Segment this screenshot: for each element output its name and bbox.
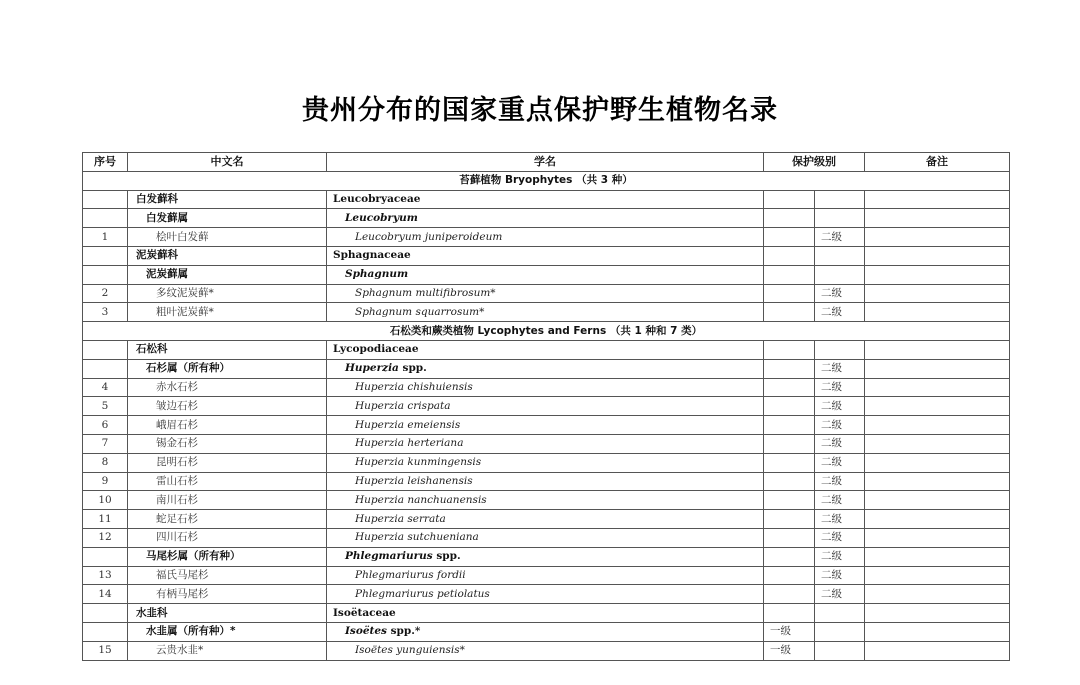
remarks-cell — [865, 434, 1010, 453]
level-first-cell — [764, 453, 815, 472]
level-first-cell — [764, 528, 815, 547]
cn-name-cell: 水韭科 — [128, 604, 327, 623]
section-row — [83, 322, 1010, 341]
seq-cell — [83, 622, 128, 641]
level-first-cell — [764, 510, 815, 529]
section-heading: 苔藓植物 Bryophytes （共 3 种） — [83, 171, 1010, 190]
sci-name-cell: Huperzia emeiensis — [327, 416, 764, 435]
level-second-cell: 二级 — [815, 453, 865, 472]
level-second-cell — [815, 622, 865, 641]
table-body — [83, 171, 1010, 660]
cn-name-cell: 石松科 — [128, 340, 327, 359]
cn-name-cell: 白发藓科 — [128, 190, 327, 209]
sci-name-cell: Huperzia serrata — [327, 510, 764, 529]
sci-name-cell: Leucobryaceae — [327, 190, 764, 209]
seq-cell: 1 — [83, 228, 128, 247]
cn-name-cell: 昆明石杉 — [128, 453, 327, 472]
species-row — [83, 510, 1010, 529]
cn-name-cell: 有柄马尾杉 — [128, 585, 327, 604]
remarks-cell — [865, 510, 1010, 529]
level-first-cell — [764, 491, 815, 510]
cn-name-cell: 泥炭藓科 — [128, 246, 327, 265]
species-row — [83, 397, 1010, 416]
level-second-cell: 二级 — [815, 434, 865, 453]
remarks-cell — [865, 265, 1010, 284]
remarks-cell — [865, 284, 1010, 303]
level-second-cell: 二级 — [815, 228, 865, 247]
level-second-cell — [815, 209, 865, 228]
sci-name-cell: Huperzia kunmingensis — [327, 453, 764, 472]
seq-cell — [83, 604, 128, 623]
page-title: 贵州分布的国家重点保护野生植物名录 — [302, 95, 778, 126]
seq-cell: 3 — [83, 303, 128, 322]
sci-name-cell: Sphagnaceae — [327, 246, 764, 265]
species-row — [83, 453, 1010, 472]
level-first-cell: 一级 — [764, 641, 815, 660]
genus-latin-name: Leucobryum — [345, 211, 418, 224]
sci-name-cell — [327, 622, 764, 641]
level-first-cell — [764, 228, 815, 247]
sci-name-cell: Huperzia chishuiensis — [327, 378, 764, 397]
sci-name-cell: Lycopodiaceae — [327, 340, 764, 359]
seq-cell: 6 — [83, 416, 128, 435]
seq-cell: 4 — [83, 378, 128, 397]
header-protection-level: 保护级别 — [764, 153, 865, 172]
sci-name-cell: Huperzia sutchueniana — [327, 528, 764, 547]
genus-row — [83, 265, 1010, 284]
level-second-cell: 二级 — [815, 303, 865, 322]
cn-name-cell: 福氏马尾杉 — [128, 566, 327, 585]
remarks-cell — [865, 641, 1010, 660]
remarks-cell — [865, 209, 1010, 228]
seq-cell — [83, 209, 128, 228]
cn-name-cell: 赤水石杉 — [128, 378, 327, 397]
plant-list-table — [82, 152, 1010, 661]
species-row — [83, 566, 1010, 585]
seq-cell: 12 — [83, 528, 128, 547]
species-row — [83, 641, 1010, 660]
level-second-cell — [815, 265, 865, 284]
cn-name-cell: 云贵水韭* — [128, 641, 327, 660]
sci-name-cell: Phlegmariurus petiolatus — [327, 585, 764, 604]
cn-name-cell: 皱边石杉 — [128, 397, 327, 416]
genus-latin-name: Sphagnum — [345, 268, 409, 281]
cn-name-cell: 泥炭藓属 — [128, 265, 327, 284]
seq-cell: 9 — [83, 472, 128, 491]
cn-name-cell: 南川石杉 — [128, 491, 327, 510]
genus-row — [83, 622, 1010, 641]
species-row — [83, 434, 1010, 453]
sci-name-cell: Sphagnum multifibrosum* — [327, 284, 764, 303]
seq-cell: 2 — [83, 284, 128, 303]
table-header-row — [83, 153, 1010, 172]
species-row — [83, 378, 1010, 397]
level-first-cell — [764, 303, 815, 322]
level-first-cell — [764, 209, 815, 228]
remarks-cell — [865, 585, 1010, 604]
species-row — [83, 303, 1010, 322]
family-row — [83, 246, 1010, 265]
level-first-cell — [764, 604, 815, 623]
family-row — [83, 190, 1010, 209]
remarks-cell — [865, 190, 1010, 209]
level-second-cell: 二级 — [815, 284, 865, 303]
level-first-cell: 一级 — [764, 622, 815, 641]
level-second-cell: 二级 — [815, 472, 865, 491]
level-first-cell — [764, 472, 815, 491]
remarks-cell — [865, 246, 1010, 265]
remarks-cell — [865, 378, 1010, 397]
seq-cell: 7 — [83, 434, 128, 453]
seq-cell: 14 — [83, 585, 128, 604]
species-row — [83, 491, 1010, 510]
genus-latin-name: Isoëtes — [345, 625, 387, 638]
remarks-cell — [865, 416, 1010, 435]
sci-name-cell: Isoëtaceae — [327, 604, 764, 623]
level-second-cell: 二级 — [815, 378, 865, 397]
header-remarks: 备注 — [865, 153, 1010, 172]
sci-name-cell: Huperzia herteriana — [327, 434, 764, 453]
genus-latin-name: Huperzia — [345, 362, 399, 375]
seq-cell: 15 — [83, 641, 128, 660]
level-second-cell: 二级 — [815, 359, 865, 378]
level-first-cell — [764, 190, 815, 209]
remarks-cell — [865, 359, 1010, 378]
level-second-cell: 二级 — [815, 510, 865, 529]
header-cn-name: 中文名 — [128, 153, 327, 172]
seq-cell: 10 — [83, 491, 128, 510]
genus-suffix: spp.* — [386, 625, 421, 638]
remarks-cell — [865, 228, 1010, 247]
header-seq: 序号 — [83, 153, 128, 172]
remarks-cell — [865, 622, 1010, 641]
level-first-cell — [764, 378, 815, 397]
species-row — [83, 228, 1010, 247]
level-first-cell — [764, 284, 815, 303]
level-first-cell — [764, 340, 815, 359]
section-row — [83, 171, 1010, 190]
family-row — [83, 604, 1010, 623]
header-sci-name: 学名 — [327, 153, 764, 172]
level-second-cell: 二级 — [815, 491, 865, 510]
level-first-cell — [764, 246, 815, 265]
seq-cell — [83, 340, 128, 359]
seq-cell: 8 — [83, 453, 128, 472]
level-first-cell — [764, 566, 815, 585]
cn-name-cell: 水韭属（所有种）* — [128, 622, 327, 641]
sci-name-cell: Huperzia nanchuanensis — [327, 491, 764, 510]
sci-name-cell — [327, 209, 764, 228]
seq-cell — [83, 359, 128, 378]
sci-name-cell: Isoëtes yunguiensis* — [327, 641, 764, 660]
species-row — [83, 585, 1010, 604]
sci-name-cell — [327, 265, 764, 284]
seq-cell — [83, 547, 128, 566]
cn-name-cell: 锡金石杉 — [128, 434, 327, 453]
level-first-cell — [764, 434, 815, 453]
level-second-cell — [815, 190, 865, 209]
cn-name-cell: 粗叶泥炭藓* — [128, 303, 327, 322]
genus-suffix: spp. — [398, 362, 427, 375]
genus-row — [83, 209, 1010, 228]
genus-suffix: spp. — [432, 550, 461, 563]
genus-latin-name: Phlegmariurus — [345, 550, 433, 563]
section-heading: 石松类和蕨类植物 Lycophytes and Ferns （共 1 种和 7 类） — [83, 322, 1010, 341]
remarks-cell — [865, 397, 1010, 416]
level-second-cell — [815, 641, 865, 660]
level-first-cell — [764, 265, 815, 284]
cn-name-cell: 四川石杉 — [128, 528, 327, 547]
seq-cell: 5 — [83, 397, 128, 416]
remarks-cell — [865, 491, 1010, 510]
remarks-cell — [865, 472, 1010, 491]
cn-name-cell: 峨眉石杉 — [128, 416, 327, 435]
species-row — [83, 284, 1010, 303]
sci-name-cell: Huperzia leishanensis — [327, 472, 764, 491]
species-row — [83, 528, 1010, 547]
remarks-cell — [865, 340, 1010, 359]
cn-name-cell: 蛇足石杉 — [128, 510, 327, 529]
cn-name-cell: 石杉属（所有种） — [128, 359, 327, 378]
level-second-cell: 二级 — [815, 416, 865, 435]
species-row — [83, 472, 1010, 491]
seq-cell — [83, 265, 128, 284]
level-first-cell — [764, 359, 815, 378]
seq-cell — [83, 190, 128, 209]
sci-name-cell: Sphagnum squarrosum* — [327, 303, 764, 322]
sci-name-cell — [327, 547, 764, 566]
cn-name-cell: 马尾杉属（所有种） — [128, 547, 327, 566]
level-second-cell: 二级 — [815, 528, 865, 547]
level-second-cell: 二级 — [815, 547, 865, 566]
remarks-cell — [865, 566, 1010, 585]
level-first-cell — [764, 416, 815, 435]
level-second-cell: 二级 — [815, 566, 865, 585]
sci-name-cell: Huperzia crispata — [327, 397, 764, 416]
family-row — [83, 340, 1010, 359]
level-second-cell: 二级 — [815, 397, 865, 416]
remarks-cell — [865, 528, 1010, 547]
sci-name-cell: Phlegmariurus fordii — [327, 566, 764, 585]
level-second-cell: 二级 — [815, 585, 865, 604]
remarks-cell — [865, 604, 1010, 623]
genus-row — [83, 547, 1010, 566]
species-row — [83, 416, 1010, 435]
sci-name-cell: Leucobryum juniperoideum — [327, 228, 764, 247]
level-second-cell — [815, 246, 865, 265]
sci-name-cell — [327, 359, 764, 378]
level-second-cell — [815, 604, 865, 623]
cn-name-cell: 白发藓属 — [128, 209, 327, 228]
remarks-cell — [865, 453, 1010, 472]
genus-row — [83, 359, 1010, 378]
level-first-cell — [764, 397, 815, 416]
cn-name-cell: 雷山石杉 — [128, 472, 327, 491]
level-second-cell — [815, 340, 865, 359]
remarks-cell — [865, 547, 1010, 566]
level-first-cell — [764, 585, 815, 604]
seq-cell: 13 — [83, 566, 128, 585]
remarks-cell — [865, 303, 1010, 322]
seq-cell — [83, 246, 128, 265]
cn-name-cell: 桧叶白发藓 — [128, 228, 327, 247]
seq-cell: 11 — [83, 510, 128, 529]
level-first-cell — [764, 547, 815, 566]
cn-name-cell: 多纹泥炭藓* — [128, 284, 327, 303]
